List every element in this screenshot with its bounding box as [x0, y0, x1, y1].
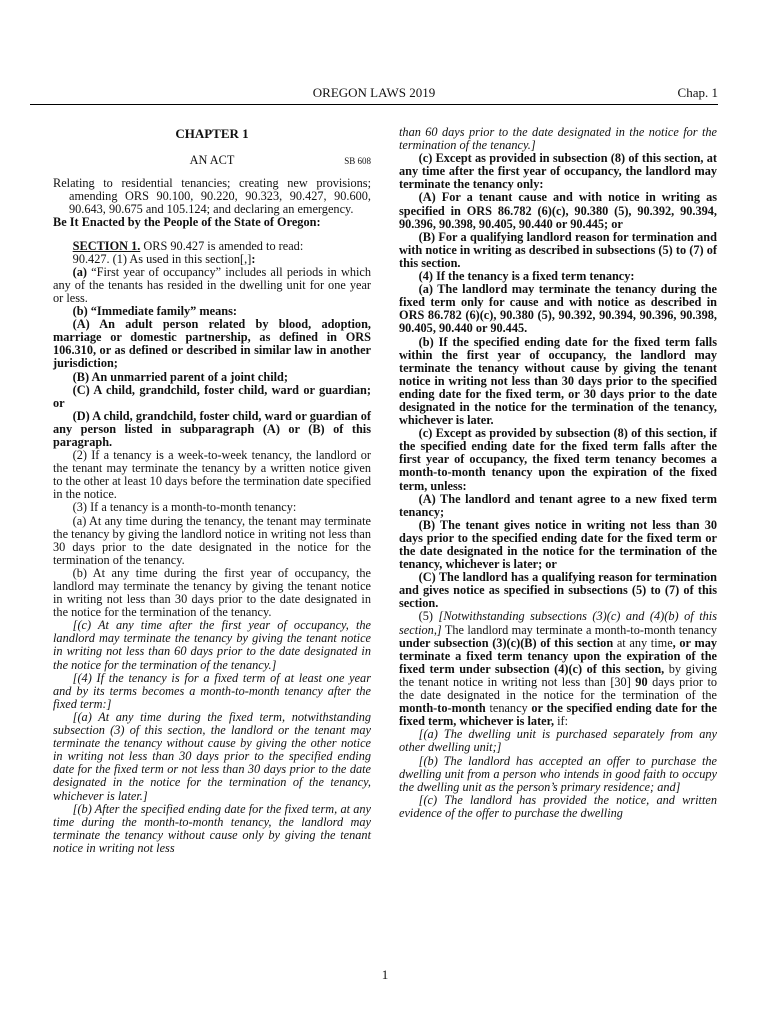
paragraph: (c) Except as provided in subsection (8) of this section, at any time after the first year of occupancy, the landlord may terminate the tenancy only:	[399, 151, 717, 192]
paragraph: [(b) After the specified ending date for the fixed term, at any time during the month-to-month tenancy, the landlord may terminate the tenancy without cause only by giving the tenant notice in writing not less	[53, 801, 371, 855]
bill-number: SB 608	[344, 156, 371, 167]
paragraph: (3) If a tenancy is a month-to-month tenancy:	[72, 500, 297, 515]
paragraph: (a) The landlord may terminate the tenancy during the fixed term only for cause and with notice as described in ORS 86.782 (6)(c), 90.380 (5), 90.392, 90.394, 90.396, 90.398, 90.405, 90.440 or 90.445.	[399, 282, 717, 336]
paragraph: 90.427. (1) As used in this section[,]:	[72, 251, 256, 266]
publication-title: OREGON LAWS 2019	[312, 85, 436, 100]
paragraph: (a) “First year of occupancy” includes all periods in which any of the tenants has resided in the dwelling unit for one year or less.	[53, 264, 371, 305]
paragraph: (A) The landlord and tenant agree to a new fixed term tenancy;	[399, 491, 717, 519]
section-label: SECTION 1.	[72, 238, 141, 253]
paragraph: (5) [Notwithstanding subsections (3)(c) and (4)(b) of this section,] The landlord may terminate a month-to-month tenancy under subsection (3)(c)(B) of this section at any time, or may terminate a fixed term tenancy upon the expiration of the fixed term under subsection (4)(c) of this section, by giving the tenant notice in writing not less than [30] 90 days prior to the date designated in the notice for the termination of the month-to-month tenancy or the specified ending date for the fixed term, whichever is later, if:	[399, 609, 718, 729]
paragraph: (B) For a qualifying landlord reason for termination and with notice in writing as described in subsections (5) to (7) of this section.	[399, 229, 717, 270]
paragraph: (A) An adult person related by blood, adoption, marriage or domestic partnership, as defined in ORS 106.310, or as defined or described in similar law in another jurisdiction;	[53, 317, 371, 371]
paragraph: (4) If the tenancy is a fixed term tenancy:	[418, 269, 635, 284]
paragraph: [(c) At any time after the first year of occupancy, the landlord may terminate the tenancy by giving the tenant notice in writing not less than 60 days prior to the date designated in the notice for the termination of the tenancy.]	[53, 618, 371, 672]
relating-clause: Relating to residential tenancies; creating new provisions; amending ORS 90.100, 90.220, 90.323, 90.427, 90.600, 90.643, 90.675 and 105.124; and declaring an emergency.	[53, 176, 371, 217]
page-number: 1	[381, 967, 389, 982]
header-rule	[30, 104, 718, 105]
paragraph: (b) If the specified ending date for the fixed term falls within the first year of occupancy, the landlord may terminate the tenancy without cause by giving the tenant notice in writing not less than 30 days prior to the specified ending date for the fixed term, or 30 days prior to the date designated in the notice for the termination of the tenancy, whichever is later.	[399, 334, 717, 428]
paragraph: [(a) The dwelling unit is purchased separately from any other dwelling unit;]	[399, 727, 717, 755]
paragraph: (C) A child, grandchild, foster child, ward or guardian; or	[53, 382, 371, 410]
act-title: AN ACT	[189, 153, 235, 168]
paragraph: [(b) The landlord has accepted an offer to purchase the dwelling unit from a person who intends in good faith to occupy the dwelling unit as the person’s primary residence; and]	[399, 753, 717, 794]
paragraph: (b) “Immediate family” means:	[72, 304, 237, 319]
paragraph: (c) Except as provided by subsection (8) of this section, if the specified ending date for the fixed term falls after the first year of occupancy, the fixed term tenancy becomes a month-to-month tenancy upon the expiration of the fixed term, unless:	[399, 426, 717, 493]
paragraph: (B) An unmarried parent of a joint child;	[72, 369, 288, 384]
left-column	[53, 126, 371, 855]
paragraph: (A) For a tenant cause and with notice in writing as specified in ORS 86.782 (6)(c), 90.380 (5), 90.392, 90.394, 90.396, 90.398, 90.405, 90.440 or 90.445; or	[399, 190, 717, 231]
paragraph: (2) If a tenancy is a week-to-week tenancy, the landlord or the tenant may terminate the tenancy by a written notice given to the other at least 10 days before the termination date specified in the notice.	[53, 448, 371, 502]
chapter-reference: Chap. 1	[677, 85, 718, 100]
paragraph: (B) The tenant gives notice in writing not less than 30 days prior to the specified ending date for the fixed term or the date designated in the notice for the termination of the tenancy, whichever is later; or	[399, 517, 717, 572]
enacting-clause: Be It Enacted by the People of the State of Oregon:	[53, 215, 321, 230]
section-1-intro: SECTION 1. ORS 90.427 is amended to read:	[72, 238, 304, 253]
running-header	[30, 85, 718, 103]
right-column	[399, 126, 717, 820]
paragraph: than 60 days prior to the date designated in the notice for the termination of the tenancy.]	[399, 125, 717, 153]
paragraph: (D) A child, grandchild, foster child, ward or guardian of any person listed in subparagraph (A) or (B) of this paragraph.	[53, 408, 371, 449]
paragraph: [(c) The landlord has provided the notice, and written evidence of the offer to purchase the dwelling	[399, 792, 717, 820]
chapter-heading: CHAPTER 1	[175, 126, 249, 141]
paragraph: (a) At any time during the tenancy, the tenant may terminate the tenancy by giving the landlord notice in writing not less than 30 days prior to the date designated in the notice for the termination of the tenancy.	[53, 513, 371, 567]
act-heading	[53, 154, 371, 167]
paragraph: (b) At any time during the first year of occupancy, the landlord may terminate the tenancy by giving the tenant notice in writing not less than 30 days prior to the date designated in the notice for the termination of the tenancy.	[53, 565, 371, 620]
paragraph: [(4) If the tenancy is for a fixed term of at least one year and by its terms becomes a month-to-month tenancy after the fixed term:]	[53, 670, 371, 711]
paragraph: [(a) At any time during the fixed term, notwithstanding subsection (3) of this section, the landlord or the tenant may terminate the tenancy without cause by giving the other notice in writing not less than 30 days prior to the specified ending date for the fixed term or not less than 30 days prior to the date designated in the notice for the termination of the tenancy, whichever is later.]	[53, 709, 371, 803]
paragraph: (C) The landlord has a qualifying reason for termination and gives notice as specified in subsections (5) to (7) of this section.	[399, 570, 717, 611]
